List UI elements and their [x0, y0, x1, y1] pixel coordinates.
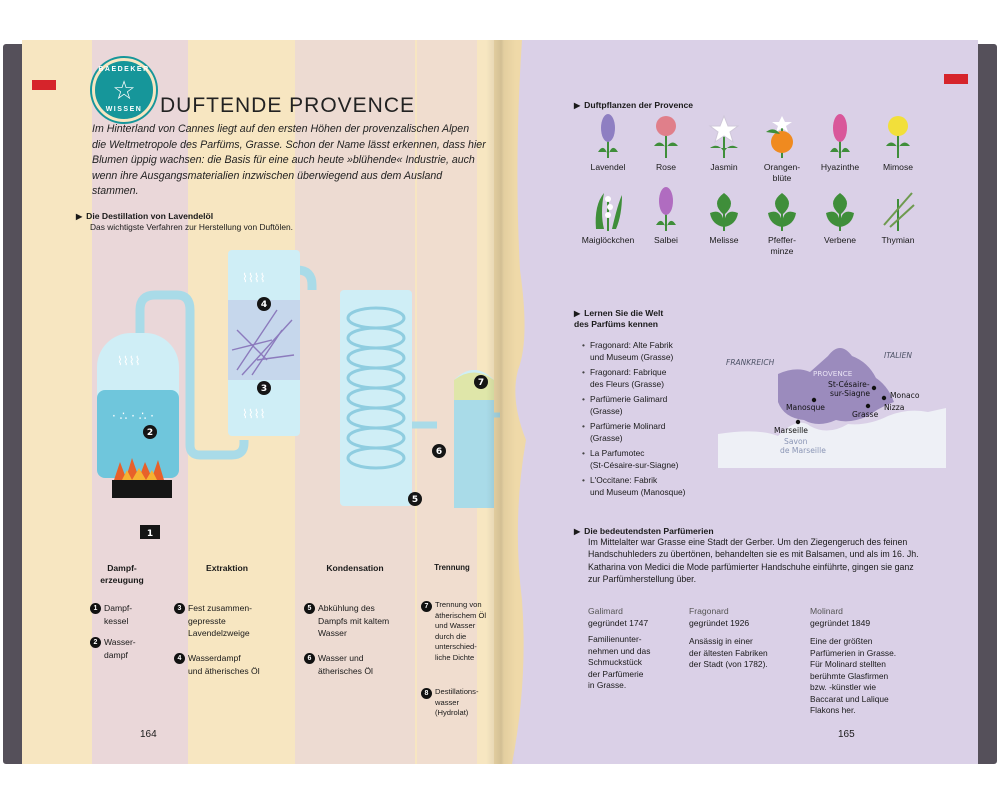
- svg-text:sur-Siagne: sur-Siagne: [830, 389, 871, 398]
- baedeker-wissen-badge: [92, 58, 156, 122]
- chapter-marker-right: [944, 74, 968, 84]
- map-country-left: FRANKREICH: [726, 358, 775, 367]
- jasmine-icon: [704, 112, 744, 158]
- perfumeries-text: Im Mittelalter war Grasse eine Stadt der Gerber. Um den Ziegengeruch des feinen Handschuhleders zu übertönen, behandelten sie es mit Balsamen, und als im 16. Jh. Katharina von Medici die Mode parfümierter Handschuhe einführte, gingen sie ganz zur Parfümherstellung über.: [588, 537, 919, 584]
- plant-item: [580, 112, 636, 173]
- page-title: DUFTENDE PROVENCE: [160, 94, 416, 117]
- step-text-1: Dampf- kessel: [104, 603, 133, 626]
- plant-label: Lavendel: [590, 162, 626, 172]
- plant-label: Pfeffer- minze: [767, 235, 797, 256]
- section-heading-distillation: [76, 211, 213, 221]
- map-place-stcesaire: St-Césaire-: [828, 380, 870, 389]
- svg-text:· ∴ · ∴ ·: · ∴ · ∴ ·: [112, 409, 154, 423]
- world-heading: [574, 308, 663, 330]
- plant-item: [754, 185, 810, 257]
- step-number-7: 7: [421, 601, 432, 612]
- plant-label: Mimose: [882, 162, 914, 172]
- chapter-marker-left: [32, 80, 56, 90]
- map-place-grasse: Grasse: [852, 410, 879, 419]
- intro-text: Im Hinterland von Cannes liegt auf den ersten Höhen der provenzalischen Alpen die Weltmetropole des Parfüms, Grasse. Schon der Name lässt erkennen, dass hier Blumen üppig wachsen: die Basis für eine auch heute »blühende« Industrie, auch wenn ihre Ausgangsmaterialien inzwischen überwiegend aus dem Ausland stammen.: [92, 123, 486, 197]
- house-desc-fragonard: Ansässig in einer der ältesten Fabriken der Stadt (von 1782).: [689, 636, 768, 669]
- house-desc-galimard: Familienunter- nehmen und das Schmuckstück der Parfümerie in Grasse.: [588, 634, 651, 690]
- plant-label: Rose: [655, 162, 677, 172]
- plant-label: Salbei: [654, 235, 678, 245]
- step-text-3: Fest zusammen- gepresste Lavendelzweige: [188, 603, 252, 638]
- plant-label: Verbene: [823, 235, 857, 245]
- plant-label: Melisse: [709, 235, 739, 245]
- world-list-item: • La Parfumotec (St-Césaire-sur-Siagne): [590, 448, 678, 471]
- plant-item: [754, 112, 810, 184]
- burner: [112, 480, 172, 498]
- map-soap-label: Savon: [784, 437, 808, 446]
- triangle-bullet-icon: ▶: [76, 212, 83, 221]
- provence-map: [718, 316, 946, 468]
- world-list-item: • Parfümerie Molinard (Grasse): [590, 421, 665, 444]
- plants-title: Duftpflanzen der Provence: [584, 100, 694, 110]
- plant-item: [696, 112, 752, 173]
- plant-item: [812, 112, 868, 173]
- step-8: [421, 687, 478, 719]
- badge-bottom-text: WISSEN: [105, 106, 143, 113]
- rose-icon: [646, 112, 686, 158]
- lavender-icon: [588, 112, 628, 158]
- world-list-item: • Fragonard: Fabrique des Fleurs (Grasse): [590, 367, 666, 390]
- plant-item: [696, 185, 752, 246]
- step-1: [90, 602, 132, 627]
- star-icon: ☆: [112, 75, 136, 105]
- house-name-fragonard: Fragonard: [689, 606, 729, 616]
- world-list-item: • Fragonard: Alte Fabrik und Museum (Grasse): [590, 340, 673, 363]
- step-text-4: Wasserdampf und ätherisches Öl: [188, 653, 260, 676]
- step-number-2: 2: [90, 637, 101, 648]
- thyme-icon: [878, 185, 918, 231]
- badge-top-text: BAEDEKER: [98, 66, 150, 73]
- column-title-2: Extraktion: [205, 563, 249, 573]
- world-title: Lernen Sie die Welt des Parfüms kennen: [574, 308, 664, 329]
- svg-text:de Marseille: de Marseille: [780, 446, 826, 455]
- step-2: [90, 636, 136, 661]
- house-name-molinard: Molinard: [810, 606, 843, 616]
- map-country-right: ITALIEN: [884, 351, 912, 360]
- map-region-label: PROVENCE: [813, 369, 853, 378]
- map-place-marseille: Marseille: [774, 426, 808, 435]
- lemon-balm-icon: [704, 185, 744, 231]
- column-title-3: Kondensation: [326, 563, 384, 573]
- mimosa-icon: [878, 112, 918, 158]
- book-gutter: [486, 40, 516, 764]
- plant-item: [870, 112, 926, 173]
- boiler-water: [97, 390, 179, 478]
- step-number-6: 6: [304, 653, 315, 664]
- map-place-manosque: Manosque: [786, 403, 825, 412]
- plant-label: Thymian: [881, 235, 915, 245]
- map-place-nizza: Nizza: [884, 403, 905, 412]
- world-list-item: • Parfümerie Galimard (Grasse): [590, 394, 667, 417]
- perfumeries-heading: [574, 526, 714, 536]
- diagram-number-2: 2: [146, 428, 154, 438]
- step-text-2: Wasser- dampf: [104, 637, 136, 660]
- diagram-number-4: 4: [260, 300, 268, 310]
- house-name-galimard: Galimard: [588, 606, 623, 616]
- plant-label: Jasmin: [710, 162, 738, 172]
- triangle-bullet-icon: ▶: [574, 309, 581, 318]
- diagram-number-7: 7: [477, 378, 485, 388]
- page-number-right: 165: [838, 729, 855, 740]
- step-text-6: Wasser und ätherisches Öl: [318, 653, 373, 676]
- left-page: [22, 40, 500, 764]
- sage-icon: [646, 185, 686, 231]
- right-page: [500, 40, 978, 764]
- section-title: Die Destillation von Lavendelöl: [86, 211, 214, 221]
- step-text-5: Abkühlung des Dampfs mit kaltem Wasser: [318, 603, 390, 638]
- house-founded-molinard: gegründet 1849: [810, 618, 871, 628]
- step-number-4: 4: [174, 653, 185, 664]
- step-number-5: 5: [304, 603, 315, 614]
- step-number-1: 1: [90, 603, 101, 614]
- house-founded-galimard: gegründet 1747: [588, 618, 649, 628]
- plant-item: [638, 112, 694, 173]
- step-text-7: Trennung von ätherischem Öl und Wasser durch die unterschied- liche Dichte: [435, 600, 487, 662]
- step-3: [174, 602, 252, 640]
- distillation-diagram: [82, 240, 500, 540]
- plant-item: [580, 185, 636, 246]
- plant-item: [638, 185, 694, 246]
- column-title-1: Dampf- erzeugung: [100, 563, 144, 585]
- step-number-3: 3: [174, 603, 185, 614]
- step-6: [304, 652, 373, 677]
- lily-of-the-valley-icon: [588, 185, 628, 231]
- step-5: [304, 602, 389, 640]
- diagram-number-1: 1: [146, 529, 154, 539]
- peppermint-icon: [762, 185, 802, 231]
- diagram-number-3: 3: [260, 384, 268, 394]
- section-subtitle: Das wichtigste Verfahren zur Herstellung von Duftölen.: [90, 222, 293, 232]
- step-4: [174, 652, 260, 677]
- step-7: [421, 600, 486, 663]
- hyacinth-icon: [820, 112, 860, 158]
- svg-text:⌇⌇⌇⌇: ⌇⌇⌇⌇: [242, 407, 266, 421]
- plant-item: [812, 185, 868, 246]
- triangle-bullet-icon: ▶: [574, 527, 581, 536]
- plant-label: Maiglöckchen: [581, 235, 635, 245]
- page-number-left: 164: [140, 729, 157, 740]
- svg-text:⌇⌇⌇⌇: ⌇⌇⌇⌇: [242, 271, 266, 285]
- world-list-item: • L'Occitane: Fabrik und Museum (Manosque): [590, 475, 685, 498]
- svg-text:⌇⌇⌇⌇: ⌇⌇⌇⌇: [117, 354, 141, 368]
- step-number-8: 8: [421, 688, 432, 699]
- step-text-8: Destillations- wasser (Hydrolat): [435, 687, 479, 717]
- orange-blossom-icon: [762, 112, 802, 158]
- house-founded-fragonard: gegründet 1926: [689, 618, 750, 628]
- plant-label: Orangen- blüte: [763, 162, 801, 183]
- house-desc-molinard: Eine der größten Parfümerien in Grasse. Für Molinard stellten berühmte Glasfirmen bzw. -künstler wie Baccarat und Lalique Flakons her.: [810, 636, 897, 715]
- verbena-icon: [820, 185, 860, 231]
- plant-label: Hyazinthe: [820, 162, 860, 172]
- diagram-number-5: 5: [411, 495, 419, 505]
- column-title-4: Trennung: [434, 563, 470, 572]
- plants-heading: [574, 100, 693, 110]
- diagram-number-6: 6: [435, 447, 443, 457]
- plant-item: [870, 185, 926, 246]
- map-place-monaco: Monaco: [890, 391, 920, 400]
- triangle-bullet-icon: ▶: [574, 101, 581, 110]
- perfumeries-title: Die bedeutendsten Parfümerien: [584, 526, 714, 536]
